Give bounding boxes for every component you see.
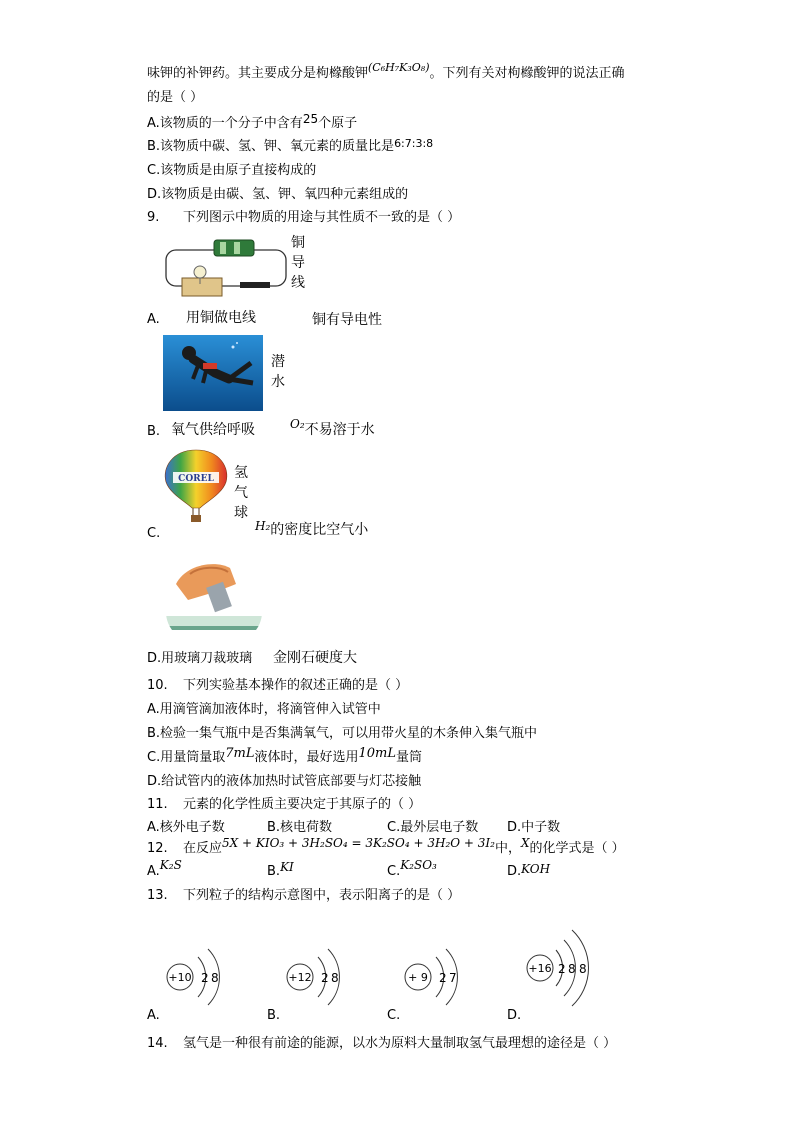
q10-option-a: A.用滴管滴加液体时，将滴管伸入试管中 — [147, 702, 381, 717]
hot-air-balloon-image — [160, 448, 232, 524]
q11-option-b: B.核电荷数 — [267, 820, 333, 835]
shell-electrons: 8 — [331, 971, 339, 985]
q11-number: 11. — [147, 797, 168, 812]
q8-option-a-number: 25 — [302, 112, 319, 126]
q12-option-a — [147, 858, 182, 881]
q12-number: 12. — [147, 841, 168, 856]
q13-option-a-letter: A. — [147, 1008, 160, 1023]
q14-number: 14. — [147, 1036, 168, 1051]
q10-option-b: B.检验一集气瓶中是否集满氧气，可以用带火星的木条伸入集气瓶中 — [147, 726, 538, 741]
q9-option-a-use: 用铜做电线 — [186, 310, 256, 326]
q9-option-d-property: 金刚石硬度大 — [273, 650, 357, 666]
q13-number: 13. — [147, 888, 168, 903]
q9-stem — [147, 209, 460, 227]
q12-option-b-formula: KI — [280, 860, 294, 874]
q8-option-b — [147, 138, 433, 156]
q9-option-a-letter: A. — [147, 312, 160, 327]
q12-stem-mid: 中， — [494, 841, 521, 856]
side-char: 潜 — [271, 354, 285, 370]
q9-option-c-property-text: 的密度比空气小 — [270, 522, 369, 538]
nucleus-charge: + 9 — [408, 971, 428, 984]
shell-electrons: 2 — [439, 971, 447, 985]
q8-option-c: C.该物质是由原子直接构成的 — [147, 163, 317, 178]
q11-stem-text: 元素的化学性质主要决定于其原子的（ ） — [183, 797, 422, 812]
q10-option-c-mid: 液体时，最好选用 — [254, 750, 359, 765]
q13-option-c-letter: C. — [387, 1008, 401, 1023]
q9-option-b-property-text: 不易溶于水 — [304, 422, 375, 438]
q11-option-a: A.核外电子数 — [147, 820, 225, 835]
q13-stem — [147, 887, 460, 905]
q12-stem — [147, 836, 625, 858]
q12-option-c-formula: K₂SO₃ — [400, 858, 437, 872]
q9-option-b-letter: B. — [147, 424, 161, 439]
q12-stem-pre: 在反应 — [183, 841, 223, 856]
q11-stem — [147, 796, 421, 814]
shell-electrons: 2 — [558, 962, 566, 976]
q9-option-a-property: 铜有导电性 — [312, 312, 382, 328]
q9-option-b-property — [290, 417, 375, 440]
shell-electrons: 8 — [211, 971, 219, 985]
q8-option-a-text: A.该物质的一个分子中含有 — [147, 116, 303, 131]
q9-b-side-label — [271, 352, 287, 392]
q8-option-d: D.该物质是由碳、氢、钾、氧四种元素组成的 — [147, 187, 409, 202]
side-char: 水 — [271, 374, 285, 390]
q12-stem-post: 的化学式是（ ） — [529, 841, 625, 856]
q9-option-b-use: 氧气供给呼吸 — [171, 422, 255, 438]
q8-stem-line2: 的是（ ） — [147, 90, 204, 105]
balloon-logo-text: COREL — [178, 474, 214, 484]
nucleus-charge: +12 — [288, 971, 312, 984]
q8-stem-text: 味钾的补钾药。其主要成分是枸橼酸钾 — [147, 66, 369, 81]
side-char: 导 — [291, 255, 305, 271]
q8-option-b-text: B.该物质中碳、氢、钾、氧元素的质量比是 — [147, 139, 395, 154]
q10-option-c-post: 量筒 — [395, 750, 422, 765]
q12-option-b — [267, 862, 294, 881]
atom-diagram-a — [160, 935, 240, 1015]
q10-stem-text: 下列实验基本操作的叙述正确的是（ ） — [183, 678, 409, 693]
q10-option-c-volume1: 7mL — [225, 746, 255, 761]
q8-option-a — [147, 114, 357, 133]
q10-option-c-volume2: 10mL — [358, 746, 396, 761]
q8-stem-text-post: 。下列有关对枸橼酸钾的说法正确 — [429, 66, 625, 81]
side-char: 线 — [291, 275, 305, 291]
atom-diagram-b — [280, 935, 360, 1015]
shell-electrons: 8 — [579, 962, 587, 976]
q9-c-side-label — [234, 463, 250, 523]
q14-stem-text: 氢气是一种很有前途的能源，以水为原料大量制取氢气最理想的途径是（ ） — [183, 1036, 617, 1051]
side-char: 氢 — [234, 465, 248, 481]
q9-option-d — [147, 650, 252, 668]
q12-option-c-letter: C. — [387, 864, 401, 879]
q12-option-d-letter: D. — [507, 864, 522, 879]
q9-stem-text: 下列图示中物质的用途与其性质不一致的是（ ） — [183, 210, 461, 225]
q8-formula: (C₆H₇K₃O₈) — [368, 61, 430, 74]
q10-option-c-text: C.用量筒量取 — [147, 750, 226, 765]
q12-option-a-letter: A. — [147, 864, 160, 879]
q9-option-c-letter: C. — [147, 526, 161, 541]
q9-option-b-formula: O₂ — [290, 417, 305, 431]
q9-option-c-formula: H₂ — [255, 519, 271, 533]
q12-option-b-letter: B. — [267, 864, 281, 879]
q13-option-b-letter: B. — [267, 1008, 281, 1023]
shell-electrons: 8 — [568, 962, 576, 976]
q12-unknown-x: X — [520, 836, 530, 850]
diver-image — [163, 335, 263, 411]
q11-option-d: D.中子数 — [507, 820, 561, 835]
q12-option-a-formula: K₂S — [159, 858, 182, 872]
q10-option-c — [147, 746, 422, 767]
q9-option-d-letter: D. — [147, 651, 162, 666]
q14-stem — [147, 1035, 616, 1053]
nucleus-charge: +16 — [528, 962, 552, 975]
glass-cutter-image — [166, 554, 262, 642]
nucleus-charge: +10 — [168, 971, 192, 984]
side-char: 气 — [234, 485, 248, 501]
q11-option-c: C.最外层电子数 — [387, 820, 479, 835]
side-char: 球 — [234, 505, 248, 521]
q9-number: 9. — [147, 210, 160, 225]
shell-electrons: 2 — [201, 971, 209, 985]
side-char: 铜 — [291, 235, 305, 251]
atom-diagram-d — [520, 914, 600, 1014]
shell-electrons: 7 — [449, 971, 457, 985]
q13-stem-text: 下列粒子的结构示意图中，表示阳离子的是（ ） — [183, 888, 461, 903]
q9-option-d-use: 用玻璃刀裁玻璃 — [161, 651, 253, 666]
q13-option-d-letter: D. — [507, 1008, 522, 1023]
q10-number: 10. — [147, 678, 168, 693]
shell-electrons: 2 — [321, 971, 329, 985]
q9-option-c-property — [255, 521, 368, 540]
q8-option-b-ratio: 6:7:3:8 — [394, 137, 434, 150]
atom-diagram-c — [398, 935, 478, 1015]
q12-equation: 5X + KIO₃ + 3H₂SO₄ = 3K₂SO₄ + 3H₂O + 3I₂ — [222, 836, 495, 850]
q12-option-d — [507, 862, 550, 881]
q12-option-d-formula: KOH — [521, 862, 551, 876]
q9-a-side-label — [291, 233, 307, 293]
q12-option-c — [387, 858, 437, 881]
q10-stem — [147, 677, 408, 695]
q8-option-a-suffix: 个原子 — [318, 116, 358, 131]
circuit-diagram-image — [162, 234, 290, 302]
q10-option-d: D.给试管内的液体加热时试管底部要与灯芯接触 — [147, 774, 422, 789]
q8-stem-line1 — [147, 61, 625, 83]
